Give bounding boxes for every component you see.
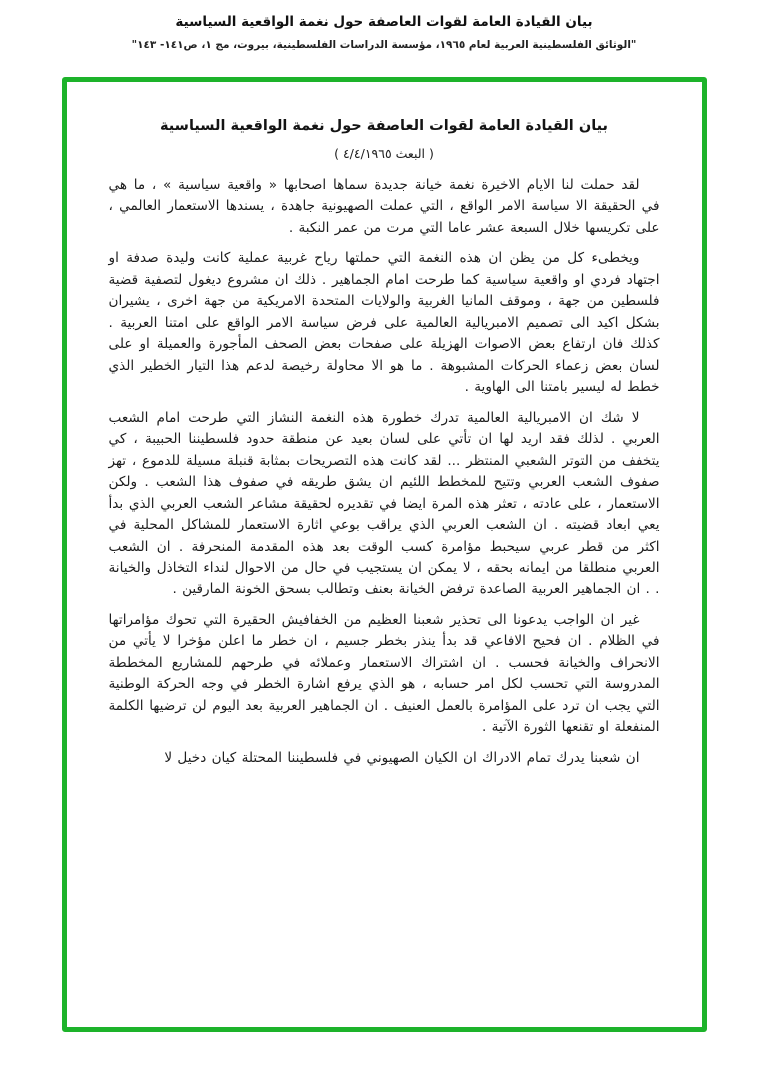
statement-paragraph: ان شعبنا يدرك تمام الادراك ان الكيان الصهيوني في فلسطيننا المحتلة كيان دخيل لا [164, 749, 640, 766]
statement-paragraph: لقد حملت لنا الايام الاخيرة نغمة خيانة جديدة سماها اصحابها « واقعية سياسية » ، ما هي في الحقيقة الا سياسة الامر الواقع ، التي عملت الصهيونية جاهدة ، يسندها الاستعمار العالمي ، على تكريسها خلال السبعة عشر عاما التي مرت من عمر النكبة . [108, 177, 660, 236]
statement-paragraph: لا شك ان الامبريالية العالمية تدرك خطورة هذه النغمة النشاز التي طرحت امام الشعب العربي . لذلك فقد اريد لها ان تأتي على لسان بعيد عن منطقة حدود فلسطيننا الحبيبة ، كي يتخفف من التوتر الشعبي المنتظر ... لقد كانت هذه التصريحات بمثابة قنبلة مسيلة للدموع ، تهز صفوف الشعب العربي وتتيح للمخطط اللئيم ان يشق طريقه في صفوف هذا الشعب . ولكن الاستعمار ، على عادته ، تعثر هذه المرة ايضا في تقديره لحقيقة مشاعر الشعب العربي الذي بدأ يعي ابعاد قضيته . ان الشعب العربي الذي يراقب بوعي اثارة الاستعمار للمشاكل المحلية في اكثر من قطر عربي سيحبط مؤامرة كسب الوقت بعد هذه المقدمة المنحرفة . ان الشعب العربي منطلقا من ايمانه بحقه ، لا يمكن ان يستجيب في حال من الاحوال لنداء التخاذل والخيانة . . ان الجماهير العربية الصاعدة ترفض الخيانة بعنف وتطالب بسحق الخونة المارقين . [108, 409, 660, 598]
header-title: بيان القيادة العامة لقوات العاصفة حول نغمة الواقعية السياسية [175, 14, 593, 30]
statement-title: بيان القيادة العامة لقوات العاصفة حول نغمة الواقعية السياسية [159, 118, 609, 134]
statement-date: ( البعث ٤/٤/١٩٦٥ ) [334, 146, 434, 161]
document-header [0, 0, 768, 51]
statement-paragraph: ويخطىء كل من يظن ان هذه النغمة التي حملتها رياح غربية عملية كانت وليدة صدفة او اجتهاد فردي او واقعية سياسية كما طرحت امام الجماهير . ذلك ان مشروع ديغول لتصفية قضية فلسطين من جهة ، وموقف المانيا الغربية والولايات المتحدة الامريكية من جهة اخرى ، يشيران بشكل اكيد الى تصميم الامبريالية العالمية على فرض سياسة الامر الواقع على امتنا العربية . كذلك فان ارتفاع بعض الاصوات الهزيلة على صفحات بعض الصحف المأجورة والعميلة او على لسان بعض زعماء الحركات المشبوهة . ما هو الا محاولة رخيصة لدعم هذا التيار الخطير الذي خطط له ليسير بامتنا الى الهاوية . [108, 250, 660, 396]
document-border-frame [62, 77, 707, 1032]
header-source-citation: "الوثائق الفلسطينية العربية لعام ١٩٦٥، مؤسسة الدراسات الفلسطينية، بيروت، مج ١، ص١٤١- ١٤٣" [131, 39, 637, 51]
statement-paragraph: غير ان الواجب يدعونا الى تحذير شعبنا العظيم من الخفافيش الحقيرة التي تحوك مؤامراتها في الظلام . ان فحيح الافاعي قد بدأ ينذر بخطر جسيم ، ان خطر ما اعلن مؤخرا لا يأتي من الانحراف والخيانة فحسب . ان اشتراك الاستعمار وعملائه في طرحهم للمشاريع المخططة المدروسة التي تحسب لكل امر حسابه ، هو الذي يرفع اشارة الخطر في وجه الحركة الوطنية التي يجب ان ترد على المؤامرة بالعمل العنيف . ان الجماهير العربية بعد اليوم لن ترضيها الكلمة المنفعلة او تقنعها الثورة الآتية . [108, 611, 660, 736]
